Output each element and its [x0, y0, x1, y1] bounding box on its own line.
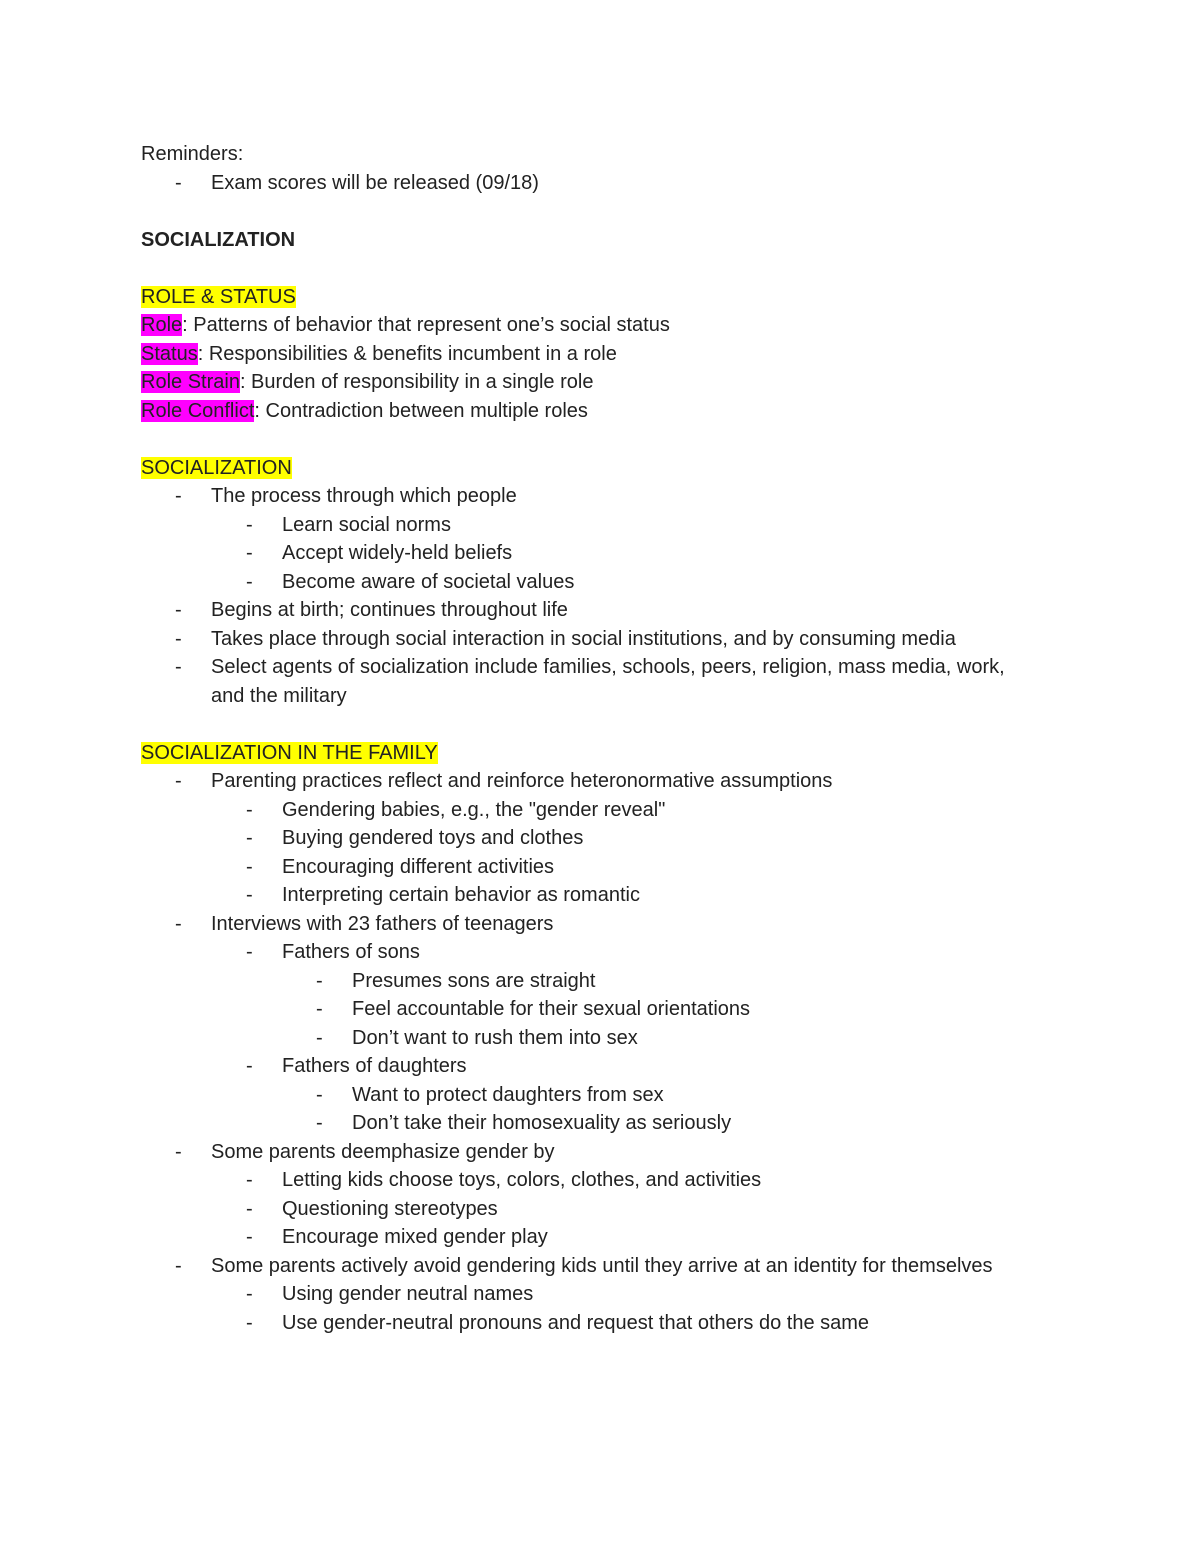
list-item: - Takes place through social interaction in social institutions, and by consuming media — [175, 627, 956, 650]
list-item: - Don’t take their homosexuality as seriously — [316, 1112, 732, 1134]
section-heading-socialization: SOCIALIZATION — [141, 456, 292, 479]
list-item: - Letting kids choose toys, colors, clothes, and activities — [246, 1169, 762, 1191]
term-definition: Role Conflict: Contradiction between multiple roles — [141, 399, 588, 422]
list-item: - Presumes sons are straight — [316, 969, 596, 992]
term: Role Strain — [141, 371, 240, 393]
term: Role — [141, 314, 183, 336]
list-item: - Learn social norms — [246, 513, 451, 536]
term: Role Conflict — [141, 399, 255, 422]
list-item: - Feel accountable for their sexual orientations — [316, 998, 751, 1020]
reminders-title: Reminders: — [141, 143, 244, 165]
list-item: - Using gender neutral names — [246, 1283, 534, 1305]
section-heading-family: SOCIALIZATION IN THE FAMILY — [141, 741, 438, 764]
term: Status — [141, 342, 198, 365]
term-definition: Role: Patterns of behavior that represent one’s social status — [141, 314, 670, 336]
list-item: - Some parents actively avoid gendering kids until they arrive at an identity for themselves — [175, 1254, 993, 1277]
list-item: - Gendering babies, e.g., the "gender reveal" — [246, 798, 666, 821]
section-heading-role-status: ROLE & STATUS — [141, 285, 296, 308]
list-item: - Don’t want to rush them into sex — [316, 1026, 638, 1049]
list-item: - Accept widely-held beliefs — [246, 542, 513, 564]
list-item: - Questioning stereotypes — [246, 1197, 498, 1220]
list-item: - Buying gendered toys and clothes — [246, 827, 584, 849]
list-item: - Exam scores will be released (09/18) — [141, 169, 1101, 198]
list-item: - Interviews with 23 fathers of teenagers — [175, 912, 554, 935]
page-title: SOCIALIZATION — [141, 228, 296, 251]
list-item: - Encouraging different activities — [246, 855, 555, 878]
list-item: - Fathers of sons — [246, 941, 420, 963]
list-item: - Use gender-neutral pronouns and request that others do the same — [246, 1311, 870, 1334]
list-item: - Fathers of daughters — [246, 1055, 467, 1077]
list-item: - Encourage mixed gender play — [246, 1226, 548, 1248]
list-item: - Select agents of socialization include families, schools, peers, religion, mass media, work, and the military — [175, 656, 1005, 707]
document-body — [141, 140, 1101, 1337]
list-item: - Begins at birth; continues throughout life — [175, 599, 568, 621]
list-item: - Interpreting certain behavior as romantic — [246, 884, 640, 906]
list-item: - Parenting practices reflect and reinforce heteronormative assumptions — [175, 770, 833, 792]
term-definition: Role Strain: Burden of responsibility in a single role — [141, 371, 594, 393]
list-item: - Want to protect daughters from sex — [316, 1083, 664, 1106]
bullet-dash: - — [175, 171, 182, 194]
list-item: - Some parents deemphasize gender by — [175, 1140, 555, 1163]
term-definition: Status: Responsibilities & benefits incumbent in a role — [141, 342, 617, 365]
list-item: - Become aware of societal values — [246, 570, 575, 593]
list-item: - The process through which people — [175, 485, 517, 507]
